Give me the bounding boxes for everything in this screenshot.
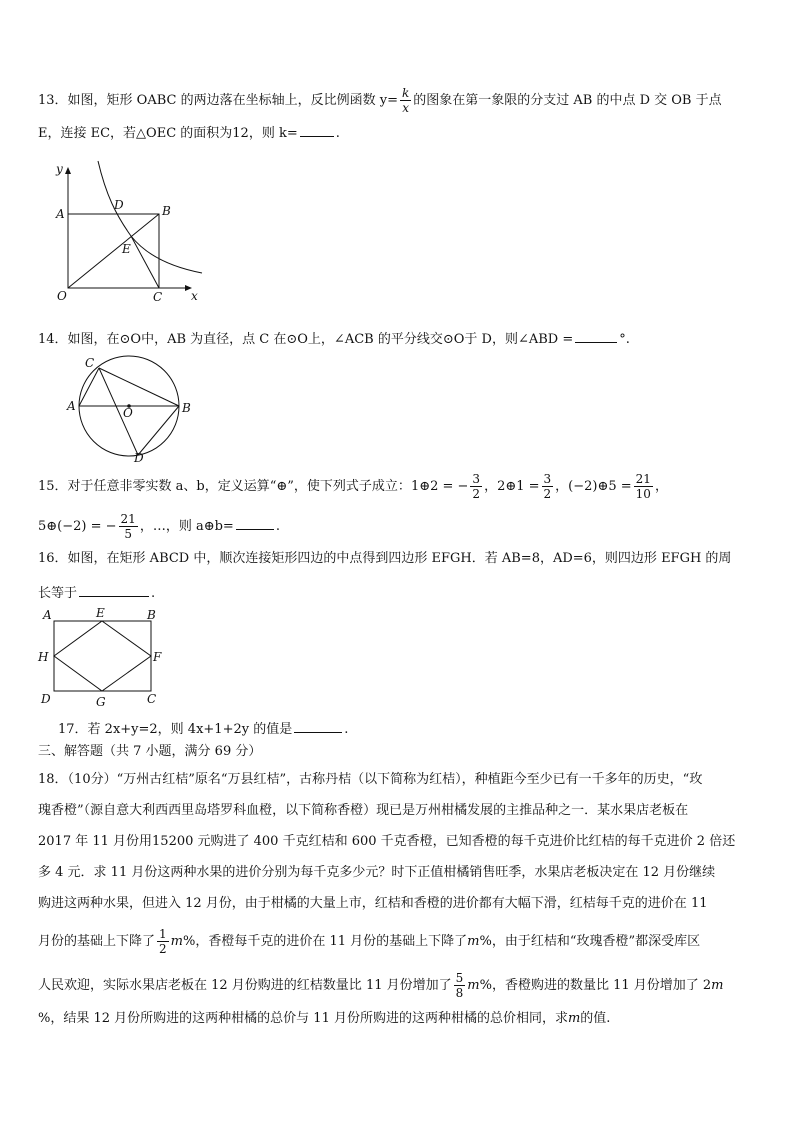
- q16-label-b: B: [147, 608, 156, 622]
- q18-frac-half-den: 2: [159, 942, 167, 956]
- q16-label-f: F: [153, 650, 162, 664]
- q14-answer-blank: [575, 328, 617, 343]
- q13-answer-blank: [300, 122, 334, 137]
- q15-eq2: ，2⊕1 =: [484, 479, 540, 494]
- q13-label-d: D: [114, 198, 124, 212]
- q15-frac3-num: 21: [635, 472, 651, 486]
- q18-line8: [38, 1009, 610, 1029]
- q16-rectangle: [54, 621, 151, 691]
- q18-line6: [38, 927, 700, 956]
- q13-fraction: [400, 86, 411, 115]
- q13-hyperbola: [98, 161, 202, 273]
- q17-line: [58, 718, 348, 740]
- q15-comma: ，: [654, 479, 668, 494]
- q13-period: .: [335, 126, 340, 141]
- q15-line1: [38, 472, 668, 501]
- q15-eq3: ，(−2)⊕5 =: [555, 479, 632, 494]
- q15-frac1-num: 3: [472, 472, 481, 486]
- q13-line1: [38, 86, 722, 115]
- q16-label-c: C: [147, 692, 157, 706]
- q13-segment-ob: [68, 214, 159, 288]
- q18-line7-b: %，香橙购进的数量比 11 月份增加了 2: [479, 978, 712, 993]
- q18-var-m4: m: [711, 978, 724, 993]
- q13-y-arrow: [65, 167, 71, 174]
- q15-frac2-num: 3: [543, 472, 552, 486]
- q13-figure: [36, 155, 206, 305]
- q14-label-a: A: [67, 399, 76, 413]
- q18-var-m1: m: [170, 934, 183, 949]
- q15-text-a: 15．对于任意非零实数 a、b，定义运算“⊕”，使下列式子成立：: [38, 479, 411, 494]
- q18-var-m2: m: [467, 934, 480, 949]
- q13-label-o: O: [57, 289, 67, 303]
- q15-frac2: [542, 472, 554, 501]
- q13-label-a: A: [56, 207, 65, 221]
- q15-frac3-den: 10: [635, 487, 651, 501]
- q17-text: 17．若 2x+y=2，则 4x+1+2y 的值是: [58, 722, 293, 737]
- q18-var-m3: m: [467, 978, 480, 993]
- q14-label-o: O: [123, 406, 133, 420]
- q18-line8-b: 的值.: [580, 1011, 611, 1026]
- q14-degree: °.: [619, 332, 630, 347]
- q16-label-h: H: [38, 650, 49, 664]
- q16-label-e: E: [96, 606, 105, 620]
- q18-frac-58-num: 5: [455, 971, 464, 985]
- q17-period: .: [344, 722, 349, 737]
- q13-line2: [38, 122, 340, 144]
- q13-frac-den: x: [402, 101, 409, 115]
- q16-line2: [38, 582, 155, 604]
- q15-frac2-den: 2: [543, 487, 552, 501]
- q16-text-a: 16．如图，在矩形 ABCD 中，顺次连接矩形四边的中点得到四边形 EFGH．若 AB=8，AD=6，则四边形 EFGH 的周: [38, 551, 732, 566]
- q18-line1: 18．（10分）“万州古红桔”原名“万县红桔”，古称丹桔（以下简称为红桔），种植距今至少已有一千多年的历史，“玫: [38, 772, 703, 787]
- q14-label-b: B: [182, 401, 191, 415]
- q16-answer-blank: [79, 582, 149, 597]
- q18-frac-half: [157, 927, 169, 956]
- q18-line6-c: %，由于红桔和“玫瑰香橙”都深受库区: [479, 934, 701, 949]
- q13-text-c: E，连接 EC，若△OEC 的面积为12，则 k=: [38, 126, 298, 141]
- q16-rhombus: [54, 621, 151, 691]
- q13-text-b: 的图象在第一象限的分支过 AB 的中点 D 交 OB 于点: [413, 93, 722, 108]
- q15-frac4: [119, 512, 138, 541]
- q17-answer-blank: [294, 718, 342, 733]
- q18-line7: [38, 971, 724, 1000]
- q14-label-c: C: [85, 356, 95, 370]
- q18-line8-a: %，结果 12 月份所购进的这两种柑橘的总价与 11 月份所购进的这两种柑橘的总价相同，求: [38, 1011, 568, 1026]
- q15-text-b: ，…，则 a⊕b=: [139, 519, 234, 534]
- q16-figure: [36, 606, 166, 710]
- q16-label-d: D: [41, 692, 51, 706]
- q14-text: 14．如图，在⊙O中，AB 为直径，点 C 在⊙O上，∠ACB 的平分线交⊙O于 D，则∠ABD =: [38, 332, 574, 347]
- section-heading: 三、解答题（共 7 小题，满分 69 分）: [38, 744, 262, 759]
- q13-label-e: E: [122, 242, 131, 256]
- q15-frac3: [634, 472, 653, 501]
- q18-line7-a: 人民欢迎，实际水果店老板在 12 月份购进的红桔数量比 11 月份增加了: [38, 978, 452, 993]
- q14-label-d: D: [134, 451, 144, 465]
- q15-answer-blank: [236, 515, 274, 530]
- q18-line5: 购进这两种水果，但进入 12 月份，由于柑橘的大量上市，红桔和香橙的进价都有大幅下滑，红桔每千克的进价在 11: [38, 896, 708, 911]
- q18-line6-b: %，香橙每千克的进价在 11 月份的基础上下降了: [182, 934, 468, 949]
- q15-period: .: [275, 519, 280, 534]
- q18-line3: 2017 年 11 月份用15200 元购进了 400 千克红桔和 600 千克香橙，已知香橙的每千克进价比红桔的每千克进价 2 倍还: [38, 834, 736, 849]
- q18-line6-a: 月份的基础上下降了: [38, 934, 156, 949]
- q13-frac-num: k: [401, 86, 410, 100]
- q16-line1: [38, 549, 731, 569]
- q13-segment-ec: [131, 236, 159, 288]
- q15-eq4: 5⊕(−2) = −: [38, 519, 117, 534]
- q18-line2: 瑰香橙”（源自意大利西西里岛塔罗科血橙，以下简称香橙）现已是万州柑橘发展的主推品种之一．某水果店老板在: [38, 803, 689, 818]
- q14-figure: [62, 350, 202, 465]
- q15-eq1: 1⊕2 = −: [410, 479, 469, 494]
- q14-line1: [38, 328, 630, 350]
- q15-frac1: [470, 472, 482, 501]
- q15-line2: [38, 512, 280, 541]
- q14-segment-ca: [79, 368, 99, 406]
- q13-text-a: 13．如图，矩形 OABC 的两边落在坐标轴上，反比例函数 y=: [38, 93, 398, 108]
- q18-frac-five-eighths: [454, 971, 466, 1000]
- q16-period: .: [151, 586, 156, 601]
- q18-var-m5: m: [567, 1011, 581, 1026]
- q13-label-x: x: [191, 289, 198, 303]
- q16-text-b: 长等于: [38, 586, 78, 601]
- q15-frac1-den: 2: [472, 487, 481, 501]
- q13-label-b: B: [162, 204, 171, 218]
- q16-label-a: A: [43, 608, 52, 622]
- q18-line4: 多 4 元．求 11 月份这两种水果的进价分别为每千克多少元？时下正值柑橘销售旺季，水果店老板决定在 12 月份继续: [38, 865, 716, 880]
- q15-frac4-den: 5: [124, 527, 132, 541]
- q16-label-g: G: [96, 695, 106, 709]
- q15-frac4-num: 21: [120, 512, 136, 526]
- q18-frac-half-num: 1: [159, 927, 167, 941]
- q13-label-y: y: [56, 162, 63, 176]
- q18-frac-58-den: 8: [455, 986, 464, 1000]
- q13-label-c: C: [153, 290, 163, 304]
